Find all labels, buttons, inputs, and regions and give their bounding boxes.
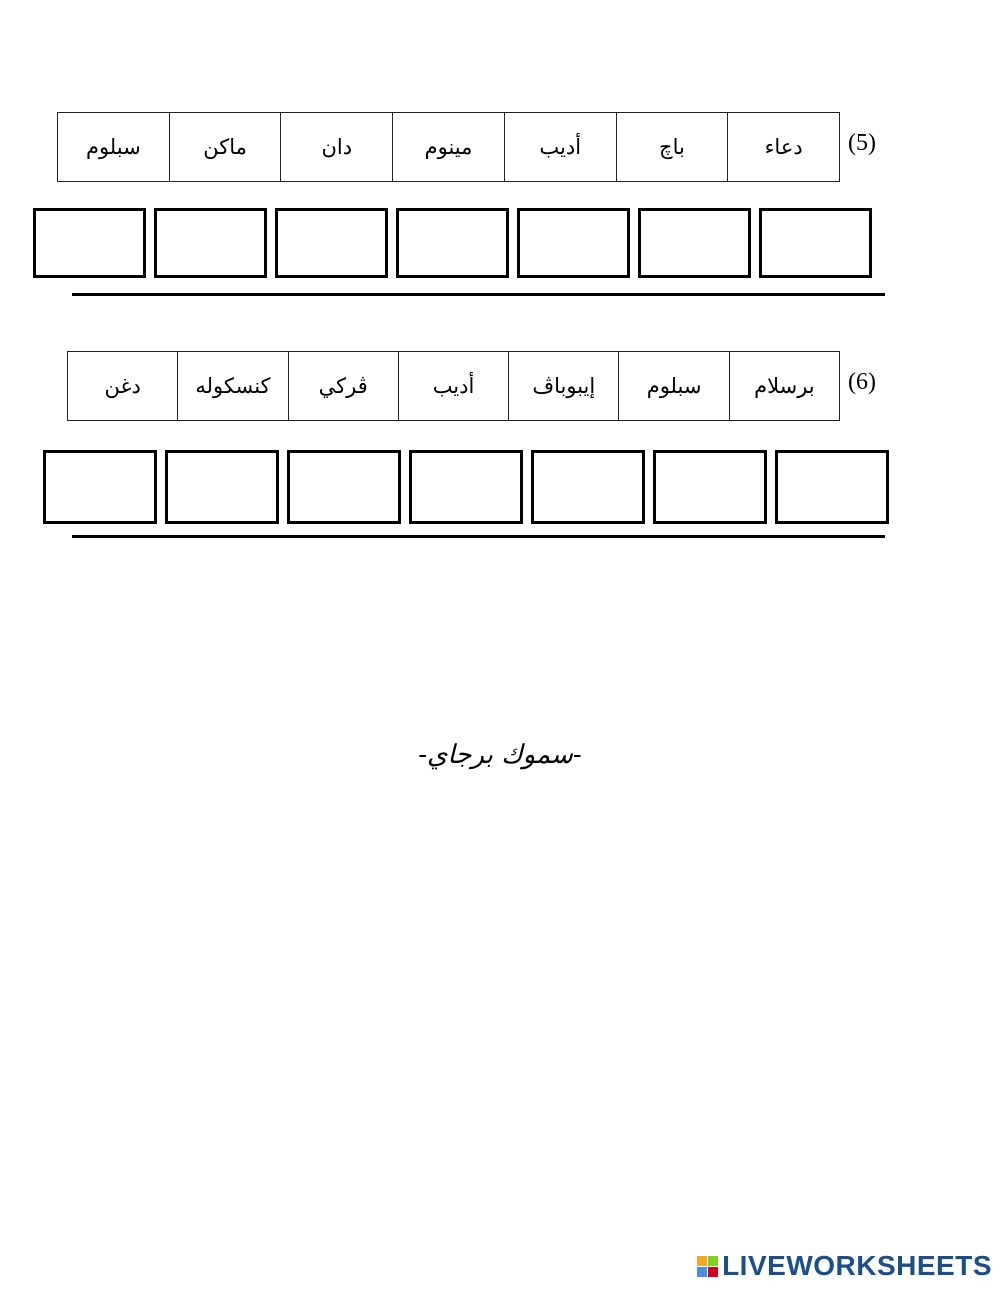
question-5-divider [72,293,885,296]
q6-answer-box-5[interactable] [287,450,401,524]
q6-answer-box-3[interactable] [531,450,645,524]
q5-word-7: سبلوم [85,135,141,159]
question-6-word-row [67,351,840,421]
logo-square-4 [708,1267,718,1277]
liveworksheets-brand [697,1250,992,1282]
logo-square-3 [697,1267,707,1277]
q6-answer-box-2[interactable] [653,450,767,524]
q5-word-4: مينوم [392,113,504,181]
q5-answer-box-3[interactable] [517,208,630,278]
q6-word-5: ڤركي [288,352,398,420]
q6-answer-box-1[interactable] [775,450,889,524]
q6-word-2: سبلوم [618,352,728,420]
q5-answer-box-1[interactable] [759,208,872,278]
q6-word-3: إيبوباڤ [508,352,618,420]
q5-word-6: ماكن [169,113,281,181]
q5-word-2: باچ [616,113,728,181]
brand-name: LIVEWORKSHEETS [722,1250,992,1281]
logo-square-1 [697,1256,707,1266]
q6-answer-box-6[interactable] [165,450,279,524]
q6-word-7: دغن [104,374,141,398]
liveworksheets-logo-icon [697,1256,718,1277]
q6-word-6: كنسكوله [177,352,287,420]
q6-word-1: برسلام [729,352,839,420]
q6-answer-box-4[interactable] [409,450,523,524]
question-5-number: (5) [848,130,876,156]
question-6-answer-row [43,450,889,524]
q5-word-3: أديب [504,113,616,181]
q5-word-5: دان [280,113,392,181]
question-6-number: (6) [848,369,876,395]
q5-word-1: دعاء [727,113,839,181]
q5-answer-box-4[interactable] [396,208,509,278]
logo-square-2 [708,1256,718,1266]
q5-answer-box-5[interactable] [275,208,388,278]
q6-answer-box-7[interactable] [43,450,157,524]
question-5-answer-row [33,208,872,278]
q5-answer-box-2[interactable] [638,208,751,278]
author-signature: -سموك برجاي- [418,740,582,770]
q5-answer-box-7[interactable] [33,208,146,278]
question-5-word-row [57,112,840,182]
q6-word-4: أديب [398,352,508,420]
question-6-divider [72,535,885,538]
q5-answer-box-6[interactable] [154,208,267,278]
